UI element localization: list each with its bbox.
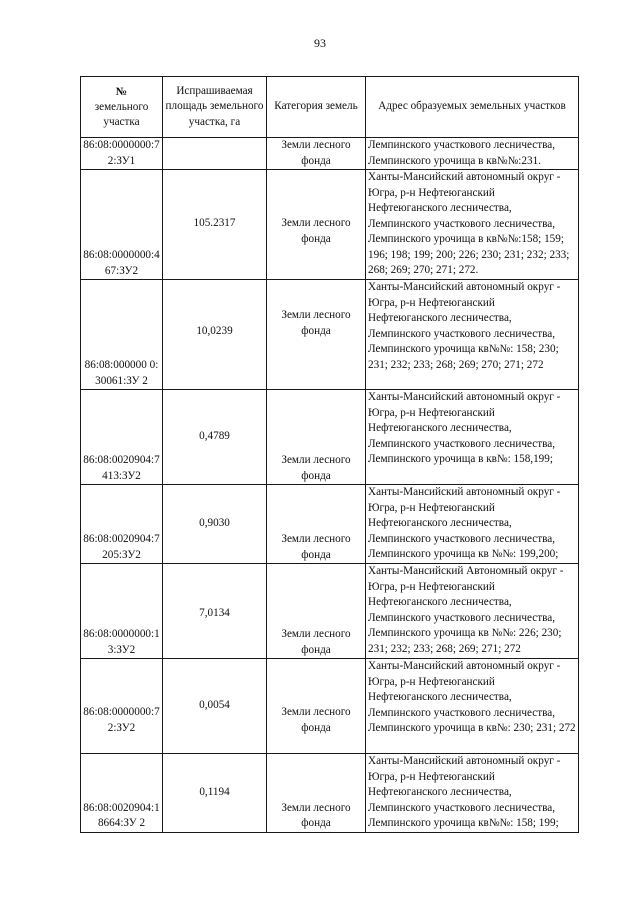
- plot-number-cell: 86:08:0020904:7413:ЗУ2: [81, 390, 163, 485]
- plot-number-cell: 86:08:0020904:18664:ЗУ 2: [81, 754, 163, 833]
- category-cell: Земли лесного фонда: [267, 138, 366, 170]
- address-cell: Ханты-Мансийский автономный округ - Югра, р-н Нефтеюганский Нефтеюганского лесничества, Лемпинского участкового лесничества, Лемпинского урочища в кв№: 230; 231; 272: [366, 659, 579, 754]
- header-plot-number: [81, 77, 163, 138]
- area-cell: 0,9030: [163, 485, 267, 564]
- address-cell: Ханты-Мансийский автономный округ - Югра, р-н Нефтеюганский Нефтеюганского лесничества, Лемпинского участкового лесничества, Лемпинского урочища кв№№: 158; 199;: [366, 754, 579, 833]
- area-cell: 0,1194: [163, 754, 267, 833]
- plot-number-value: 86:08:0000000:72:ЗУ2: [83, 706, 160, 734]
- header-plot-number-label: земельного участка: [94, 100, 149, 128]
- page-number: 93: [314, 36, 326, 50]
- category-cell: Земли лесного фонда: [267, 754, 366, 833]
- category-cell: [267, 280, 366, 390]
- table-row: [81, 485, 579, 564]
- plot-number-cell: [81, 659, 163, 754]
- plot-number-cell: 86:08:0020904:7205:ЗУ2: [81, 485, 163, 564]
- area-cell: 0,4789: [163, 390, 267, 485]
- plot-number-cell: 86:08:0000000:467:ЗУ2: [81, 170, 163, 280]
- number-sign: №: [115, 85, 128, 98]
- address-cell: Ханты-Мансийский автономный округ - Югра, р-н Нефтеюганский Нефтеюганского лесничества, Лемпинского участкового лесничества, Лемпинского урочища кв№№: 158; 230; 231; 232; 233; 268; 269; 270; 271; 272: [366, 280, 579, 390]
- table-row: [81, 390, 579, 485]
- plot-number-cell: 86:08:0000000:72:ЗУ1: [81, 138, 163, 170]
- category-cell: Земли лесного фонда: [267, 485, 366, 564]
- table-row: [81, 659, 579, 754]
- header-address: Адрес образуемых земельных участков: [366, 77, 579, 138]
- land-plots-table: [80, 76, 579, 833]
- header-category: Категория земель: [267, 77, 366, 138]
- address-cell: Лемпинского участкового лесничества, Лемпинского урочища в кв№№:231.: [366, 138, 579, 170]
- address-cell: Ханты-Мансийский автономный округ - Югра, р-н Нефтеюганский Нефтеюганского лесничества, Лемпинского участкового лесничества, Лемпинского урочища в кв№№:158; 159; 196; 198; 199; 200; 226; 230; 231; 232; 233; 268; 269; 270; 271; 272.: [366, 170, 579, 280]
- category-value: Земли лесного фонда: [281, 309, 351, 337]
- category-value: Земли лесного фонда: [281, 217, 351, 245]
- address-cell: Ханты-Мансийский Автономный округ - Югра, р-н Нефтеюганский Нефтеюганского лесничества, Лемпинского участкового лесничества, Лемпинского урочища кв №№: 226; 230; 231; 232; 233; 268; 269; 271; 272: [366, 564, 579, 659]
- category-cell: [267, 170, 366, 280]
- table-row: [81, 138, 579, 170]
- area-value: 10,0239: [196, 325, 233, 337]
- category-value: Земли лесного фонда: [281, 706, 351, 734]
- table-row: [81, 280, 579, 390]
- plot-number-cell: 86:08:0000000:13:ЗУ2: [81, 564, 163, 659]
- area-value: 105.2317: [193, 217, 236, 229]
- address-cell: Ханты-Мансийский автономный округ - Югра, р-н Нефтеюганский Нефтеюганского лесничества, Лемпинского участкового лесничества, Лемпинского урочища кв №№: 199,200;: [366, 485, 579, 564]
- area-cell: [163, 280, 267, 390]
- table-row: [81, 564, 579, 659]
- table-row: [81, 754, 579, 833]
- plot-number-cell: 86:08:000000 0:30061:ЗУ 2: [81, 280, 163, 390]
- category-cell: Земли лесного фонда: [267, 564, 366, 659]
- area-cell: [163, 170, 267, 280]
- address-cell: Ханты-Мансийский автономный округ - Югра, р-н Нефтеюганский Нефтеюганского лесничества, Лемпинского участкового лесничества, Лемпинского урочища в кв№: 158,199;: [366, 390, 579, 485]
- category-cell: Земли лесного фонда: [267, 390, 366, 485]
- area-cell: 0,0054: [163, 659, 267, 754]
- area-value: 7,0134: [199, 607, 230, 619]
- area-cell: [163, 138, 267, 170]
- category-cell: [267, 659, 366, 754]
- header-area: Испрашиваемая площадь земельного участка, га: [163, 77, 267, 138]
- table-row: [81, 170, 579, 280]
- table-header-row: [81, 77, 579, 138]
- area-cell: [163, 564, 267, 659]
